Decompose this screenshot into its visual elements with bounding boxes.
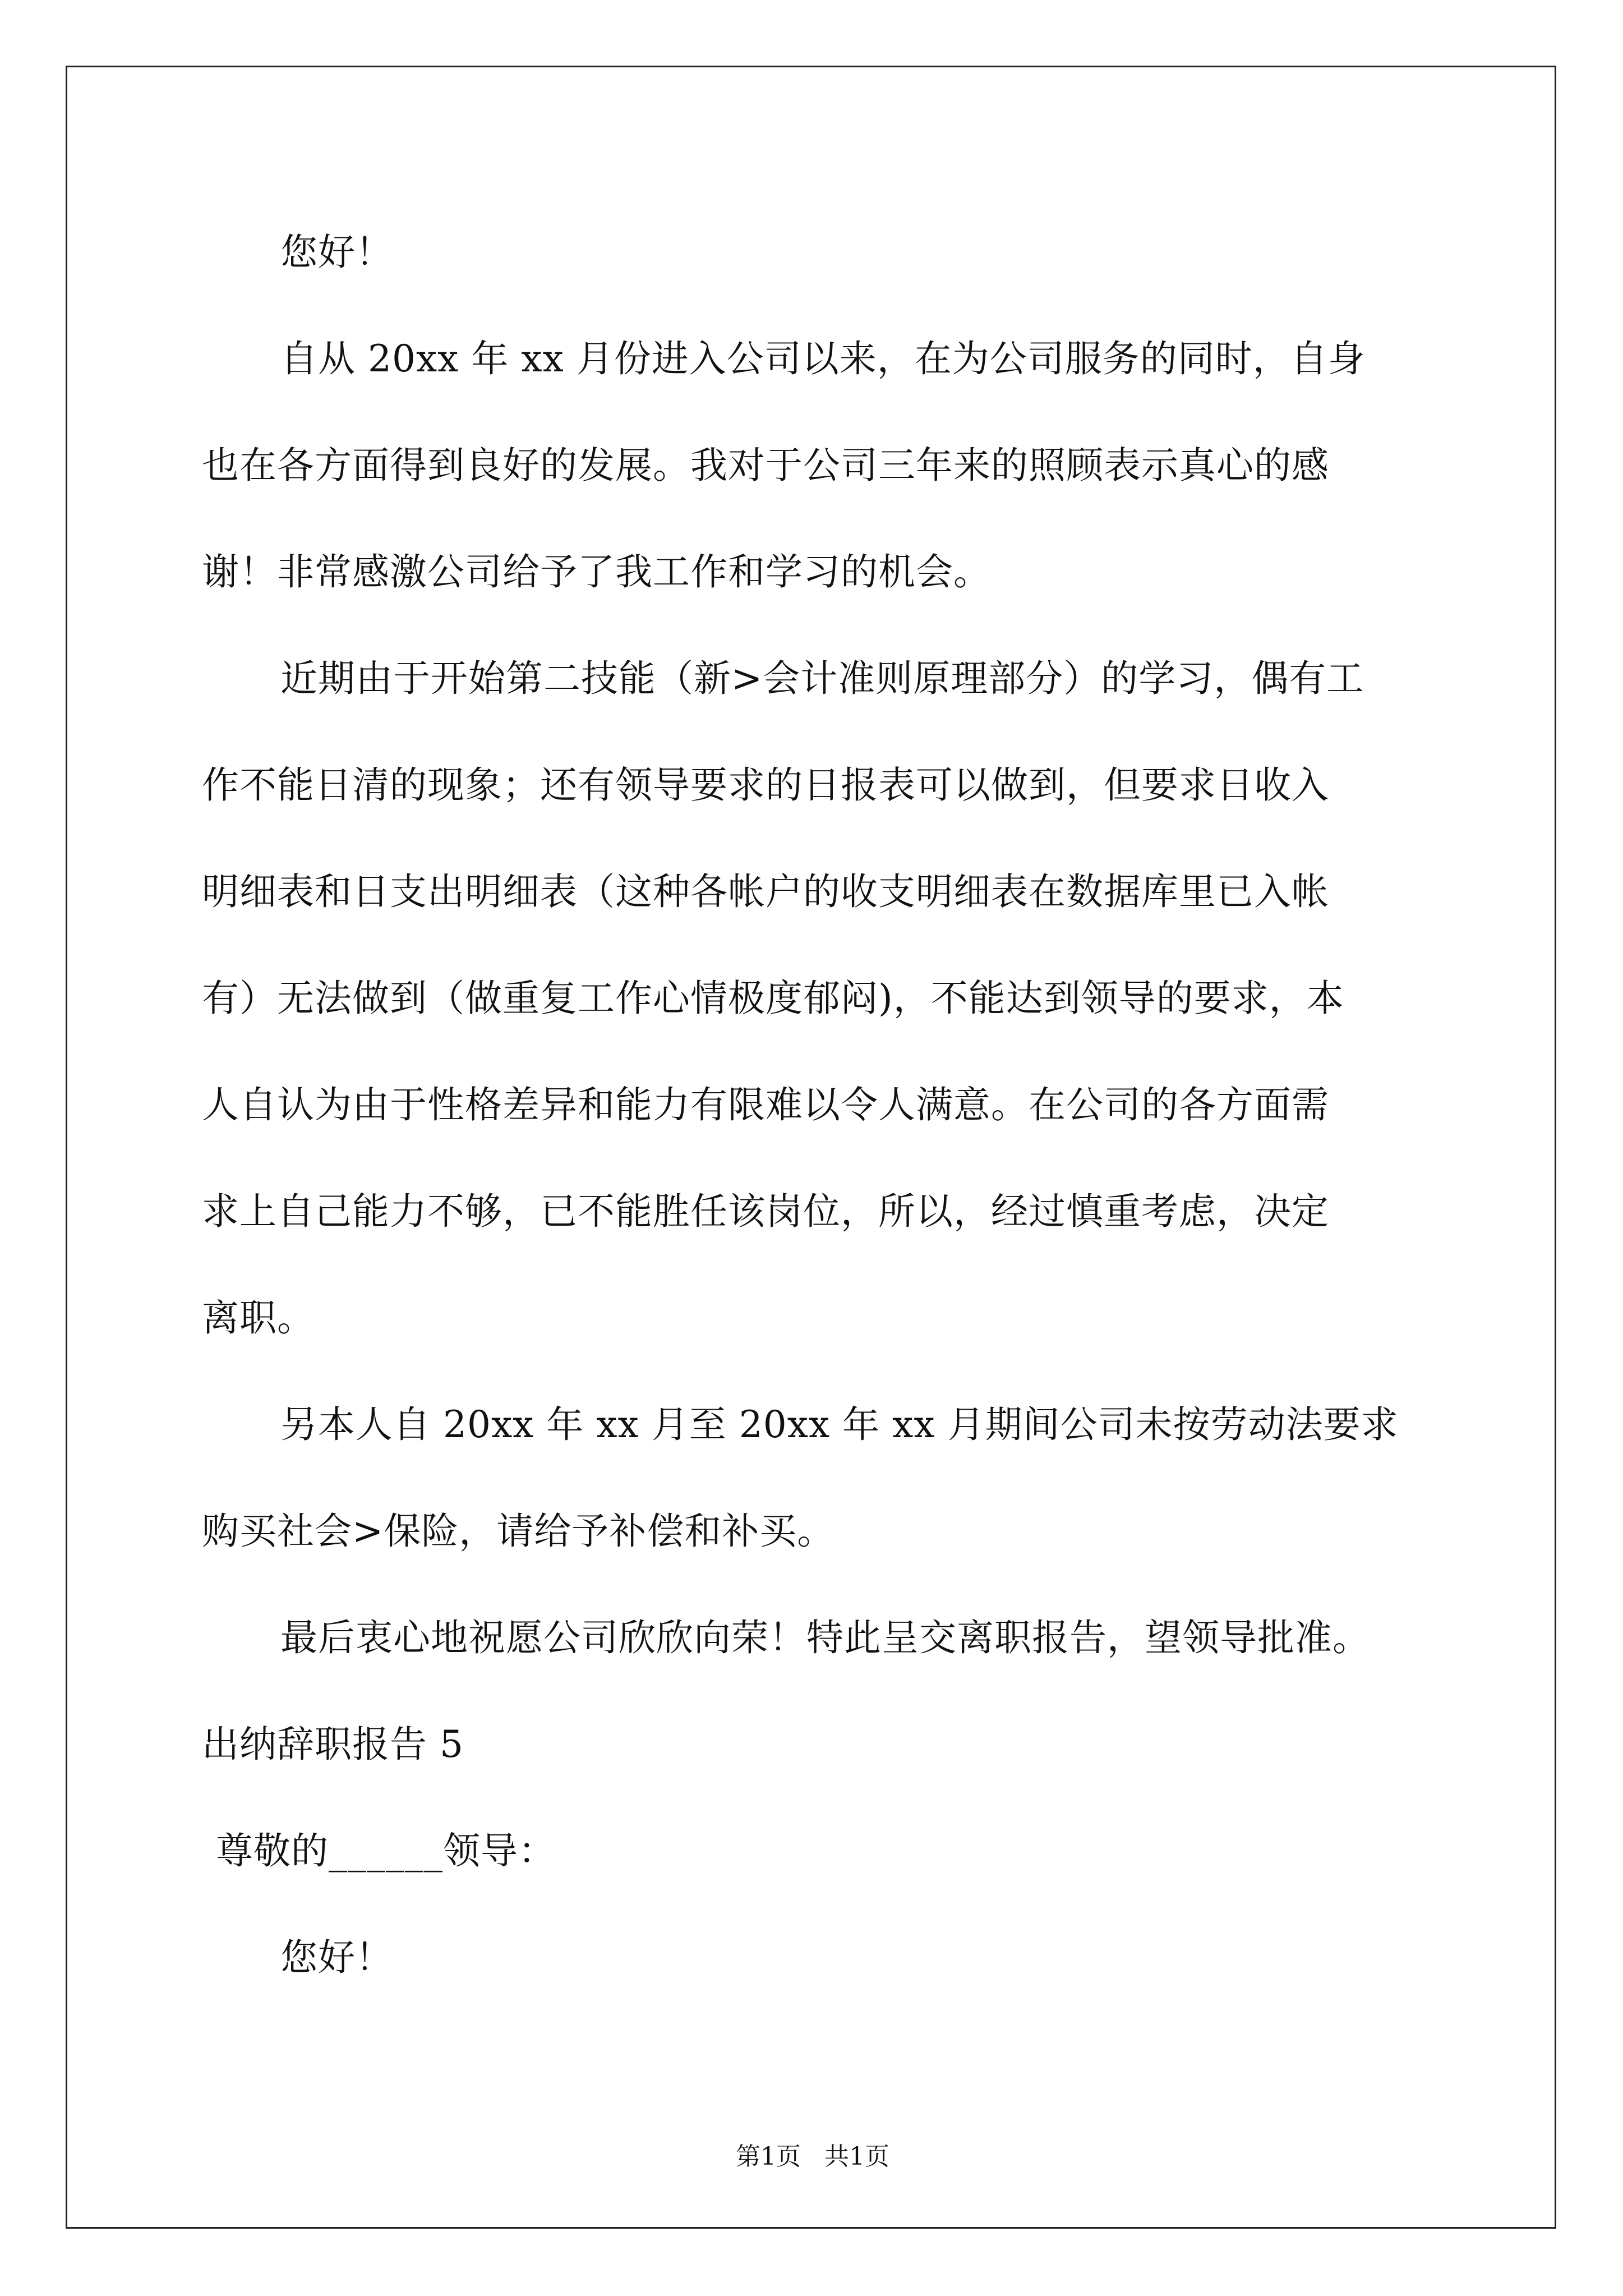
body-line: 自从 20xx 年 xx 月份进入公司以来，在为公司服务的同时，自身 [280, 337, 1366, 380]
greeting-line: 您好！ [280, 231, 393, 274]
body-line: 也在各方面得到良好的发展。我对于公司三年来的照顾表示真心的感 [202, 444, 1329, 487]
page-footer: 第1页 共1页 [736, 2142, 889, 2171]
body-line: 最后衷心地祝愿公司欣欣向荣！特此呈交离职报告，望领导批准。 [280, 1616, 1370, 1659]
body-line: 谢！非常感激公司给予了我工作和学习的机会。 [202, 550, 991, 593]
body-line: 求上自己能力不够，已不能胜任该岗位，所以，经过慎重考虑，决定 [202, 1190, 1329, 1233]
body-line: 有）无法做到（做重复工作心情极度郁闷)，不能达到领导的要求，本 [202, 977, 1344, 1020]
body-line: 近期由于开始第二技能（新>会计准则原理部分）的学习，偶有工 [280, 657, 1364, 700]
section-title: 出纳辞职报告 5 [202, 1723, 464, 1766]
body-line: 明细表和日支出明细表（这种各帐户的收支明细表在数据库里已入帐 [202, 870, 1329, 913]
body-line: 另本人自 20xx 年 xx 月至 20xx 年 xx 月期间公司未按劳动法要求 [280, 1403, 1399, 1446]
body-line: 作不能日清的现象；还有领导要求的日报表可以做到，但要求日收入 [202, 763, 1329, 807]
salutation-line: 尊敬的______领导： [216, 1829, 556, 1872]
greeting-line: 您好！ [280, 1936, 393, 1979]
body-line: 离职。 [202, 1296, 315, 1340]
body-line: 人自认为由于性格差异和能力有限难以令人满意。在公司的各方面需 [202, 1083, 1329, 1126]
body-line: 购买社会>保险，请给予补偿和补买。 [202, 1510, 835, 1553]
page-frame [66, 66, 1556, 2229]
